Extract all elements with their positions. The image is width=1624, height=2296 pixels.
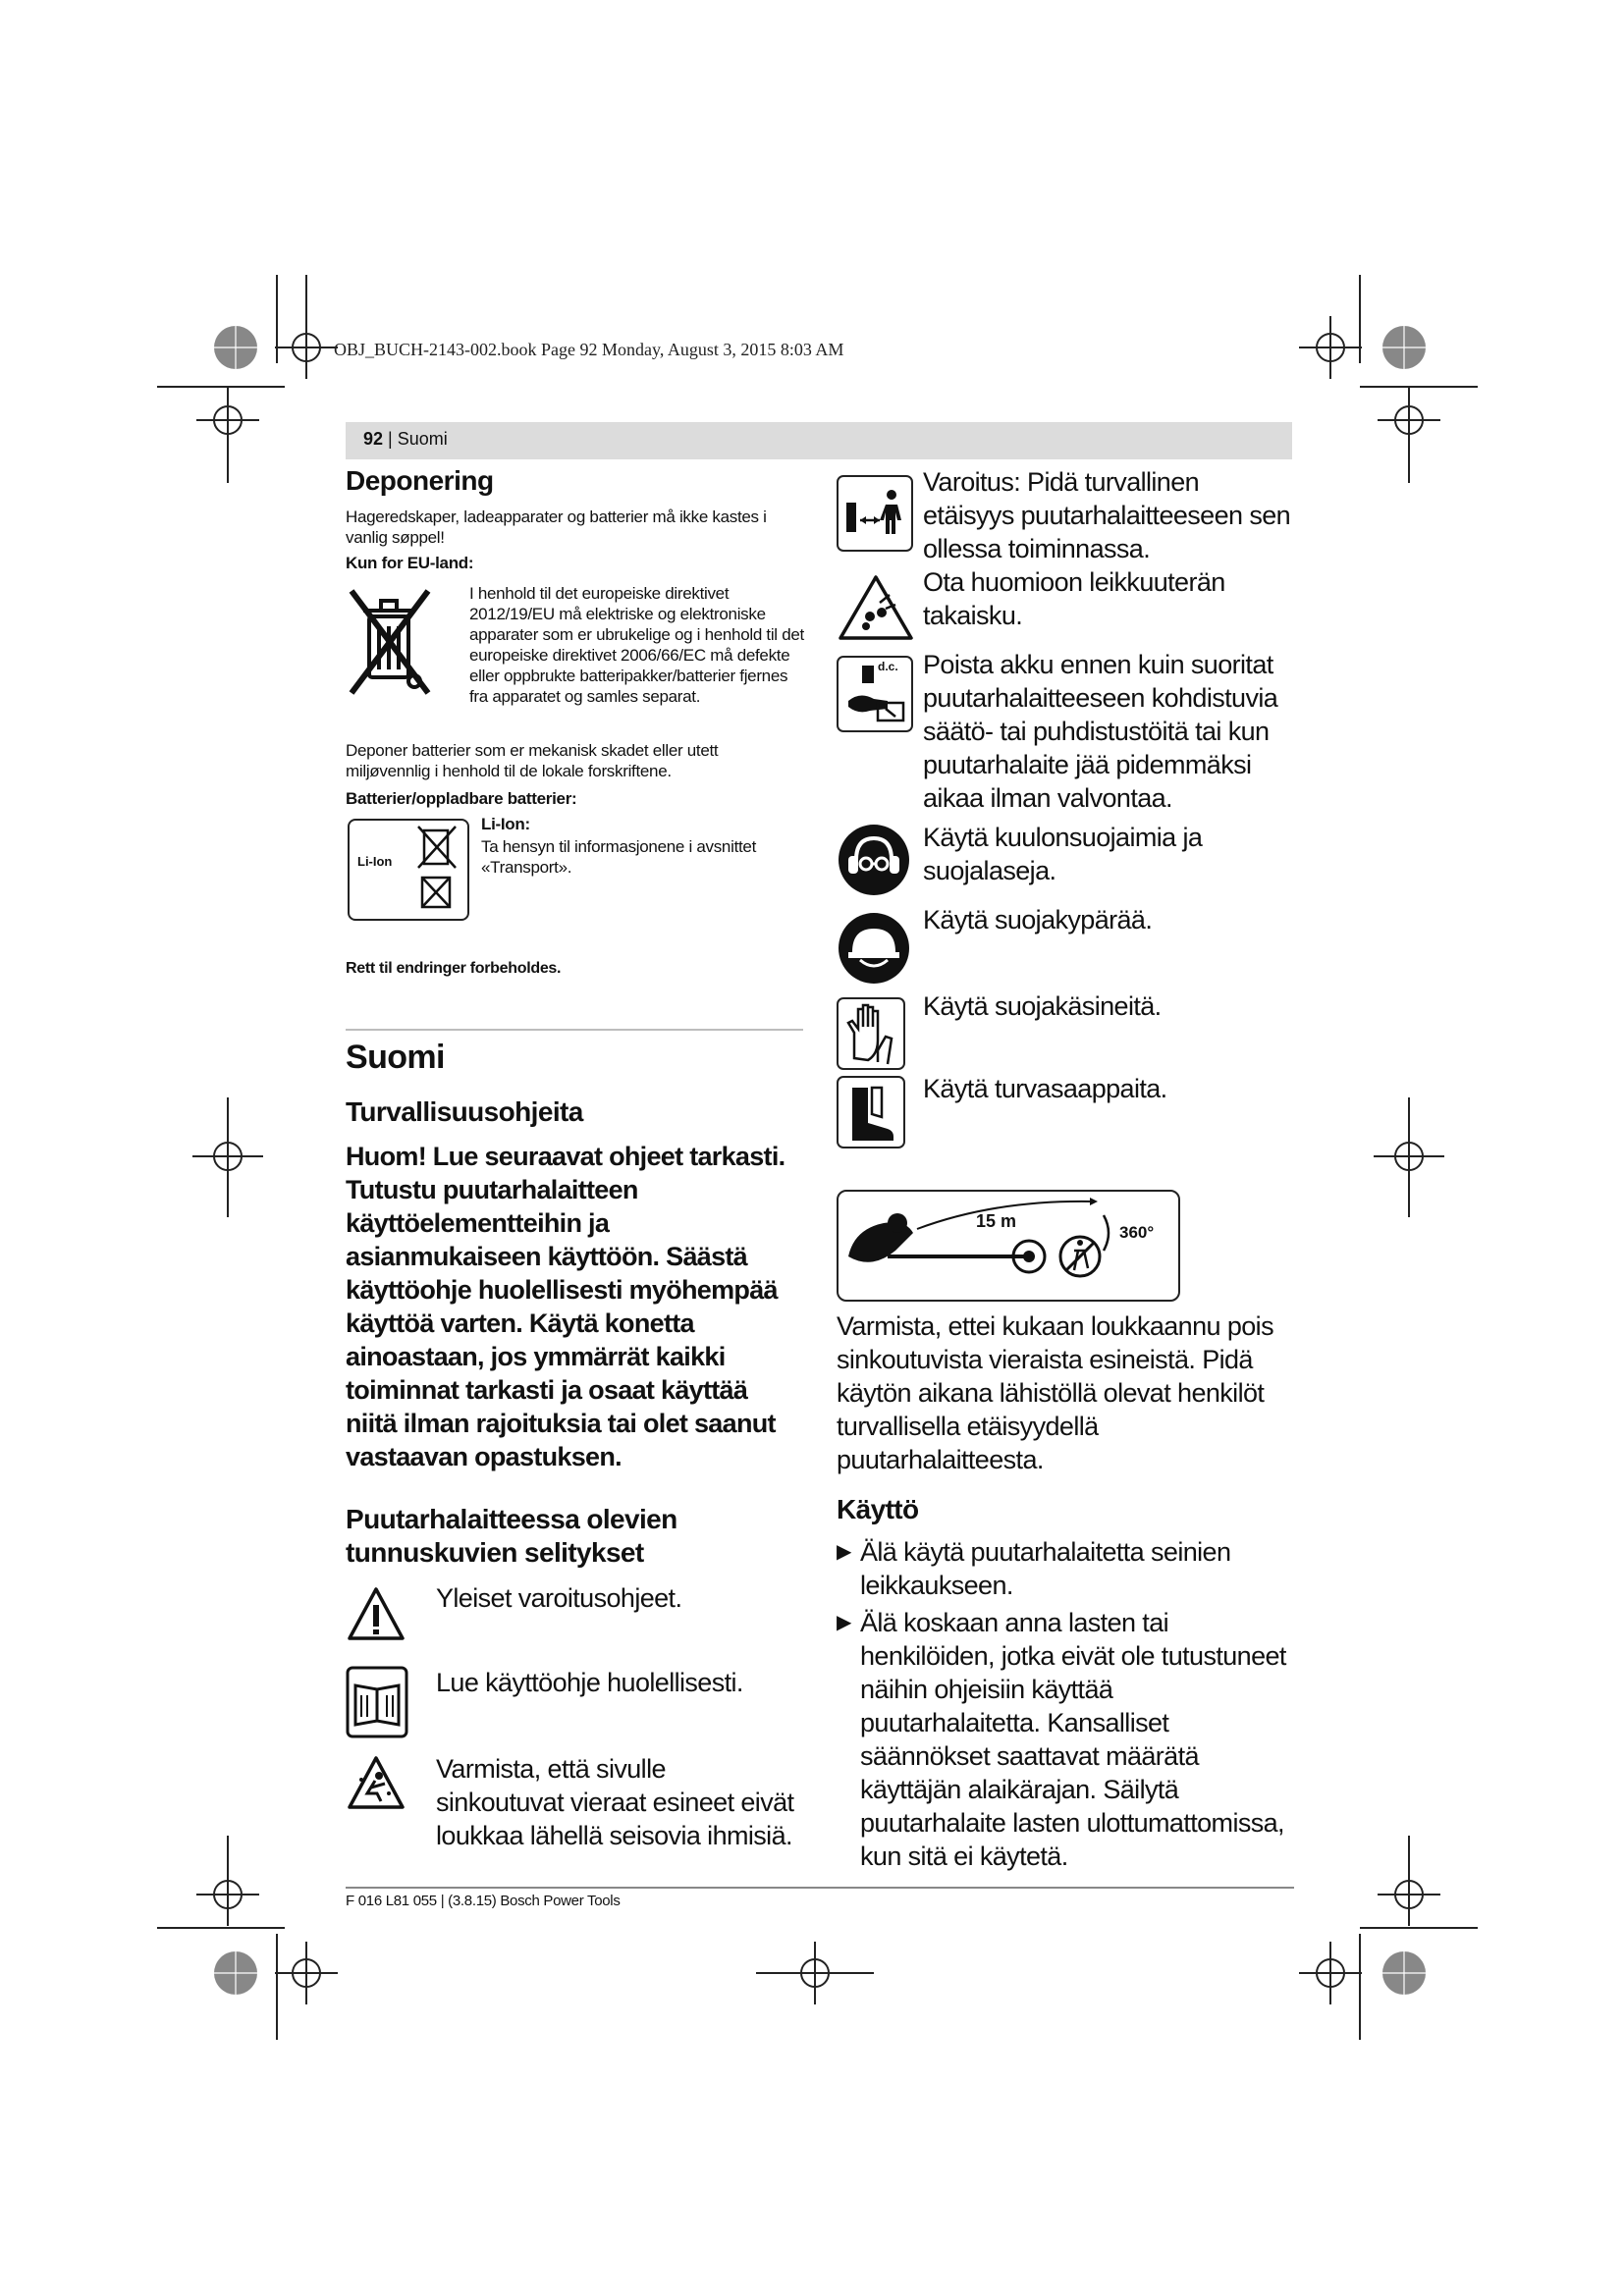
- bullet-icon: ▶: [837, 1541, 851, 1563]
- liion-icon-label: Li-Ion: [357, 854, 393, 869]
- suomi-title: Suomi: [346, 1039, 445, 1076]
- batteries-label: Batterier/oppladbare batterier:: [346, 789, 577, 808]
- helmet-icon: [837, 911, 911, 986]
- section-divider: [346, 1029, 803, 1031]
- kickback-warning-icon: [837, 573, 915, 644]
- eu-directive-text: I henhold til det europeiske direktivet 2012/19/EU må elektriske og elektroniske apparater som er ubrukelige og i henhold til det europeiske direktivet 2006/66/EC må defekte eller oppbrukte batteripakker/batterier fjernes fra apparatet og samles separat.: [469, 584, 804, 706]
- footer-text: F 016 L81 055 | (3.8.15) Bosch Power Tools: [346, 1893, 621, 1909]
- keep-distance-icon: [837, 475, 913, 552]
- deponering-intro: Hageredskaper, ladeapparater og batterier må ikke kastes i vanlig søppel!: [346, 507, 767, 547]
- dc-label: d.c.: [878, 660, 898, 673]
- footer-rule: [346, 1887, 1294, 1889]
- use-item-text: Älä käytä puutarhalaitetta seinien leikkaukseen.: [860, 1537, 1231, 1600]
- changes-note: Rett til endringer forbeholdes.: [346, 960, 562, 977]
- remove-battery-icon: [837, 656, 913, 732]
- list-item: [837, 1606, 1298, 1873]
- liion-text: Ta hensyn til informasjonene i avsnittet «Transport».: [481, 837, 756, 877]
- bullet-icon: ▶: [837, 1612, 851, 1633]
- safety-instructions: Huom! Lue seuraavat ohjeet tarkasti. Tutustu puutarhalaitteen käyttöelementteihin ja asianmukaiseen käyttöön. Säästä käyttöohje huolellisesti myöhempää käyttöä varten. Käytä konetta ainoastaan, jos ymmärrät kaikki toiminnat tarkasti ja osaat käyttää niitä ilman rajoituksia tai olet saanut vastaavan opastuksen.: [346, 1142, 785, 1471]
- symbol-gloves: Käytä suojakäsineitä.: [923, 991, 1162, 1021]
- warning-triangle-icon: [346, 1585, 406, 1644]
- symbol-hearing-eye-protection: Käytä kuulonsuojaimia ja suojalaseja.: [923, 823, 1203, 885]
- deponering-heading: Deponering: [346, 465, 494, 496]
- use-item-text: Älä koskaan anna lasten tai henkilöiden, jotka eivät ole tutustuneet näihin ohjeisiin käyttää puutarhalaitetta. Kansalliset säännökset saattavat määrätä käyttäjän alaikärajan. Säilytä puutarhalaite lasten ulottumattomissa, kun sitä ei käytetä.: [860, 1608, 1286, 1871]
- page-header: [346, 422, 1292, 459]
- disposal-text: Deponer batterier som er mekanisk skadet eller utett miljøvennlig i henhold til de lokale forskriftene.: [346, 741, 719, 780]
- person-distance-icon: [839, 477, 911, 550]
- distance-label: 15 m: [976, 1211, 1017, 1231]
- symbol-helmet: Käytä suojakypärää.: [923, 905, 1153, 934]
- use-list: [837, 1535, 1298, 1873]
- right-column: [837, 465, 1298, 1873]
- safety-heading: Turvallisuusohjeita: [346, 1096, 583, 1127]
- symbol-boots: Käytä turvasaappaita.: [923, 1074, 1167, 1103]
- symbol-thrown-objects: Varmista, että sivulle sinkoutuvat vieraat esineet eivät loukkaa lähellä seisovia ihmisiä.: [436, 1754, 794, 1850]
- print-header: OBJ_BUCH-2143-002.book Page 92 Monday, August 3, 2015 8:03 AM: [334, 340, 844, 359]
- eu-label: Kun for EU-land:: [346, 554, 474, 572]
- symbols-heading: Puutarhalaitteessa olevien tunnuskuvien selitykset: [346, 1504, 677, 1568]
- symbol-keep-distance: Varoitus: Pidä turvallinen etäisyys puutarhalaitteeseen sen ollessa toiminnassa.: [923, 467, 1291, 563]
- page-number: 92: [363, 429, 384, 449]
- thrown-objects-warning-icon: [346, 1754, 406, 1813]
- gloves-icon: [837, 997, 905, 1070]
- glove-hand-icon: [839, 999, 903, 1068]
- boots-icon: [837, 1076, 905, 1148]
- hearing-eye-protection-icon: [837, 823, 911, 897]
- distance-diagram: [837, 1190, 1180, 1302]
- crossed-battery-icon: [412, 825, 461, 913]
- header-separator: |: [383, 429, 398, 449]
- liion-recycling-icon: [348, 819, 469, 921]
- battery-hand-icon: [839, 658, 911, 730]
- boot-icon: [839, 1078, 903, 1147]
- symbol-read-manual: Lue käyttöohje huolellisesti.: [436, 1668, 743, 1697]
- symbol-kickback: Ota huomioon leikkuuterän takaisku.: [923, 567, 1225, 630]
- angle-label: 360°: [1119, 1223, 1155, 1242]
- distance-warning-text: Varmista, ettei kukaan loukkaannu pois sinkoutuvista vieraista esineistä. Pidä käytön aikana lähistöllä olevat henkilöt turvallisella etäisyydellä puutarhalaitteesta.: [837, 1311, 1273, 1474]
- symbol-general-warning: Yleiset varoitusohjeet.: [436, 1583, 682, 1613]
- use-heading: Käyttö: [837, 1494, 919, 1524]
- symbol-remove-battery: Poista akku ennen kuin suoritat puutarhalaitteeseen kohdistuvia säätö- tai puhdistustöitä tai kun puutarhalaite jää pidemmäksi aikaa ilman valvontaa.: [923, 650, 1278, 813]
- header-section: Suomi: [397, 429, 448, 449]
- liion-label: Li-Ion:: [481, 815, 530, 833]
- list-item: [837, 1535, 1298, 1602]
- crossed-bin-icon: [346, 583, 434, 711]
- left-column: [346, 463, 807, 1860]
- read-manual-icon: [346, 1666, 408, 1738]
- trimmer-distance-icon: [839, 1192, 1178, 1300]
